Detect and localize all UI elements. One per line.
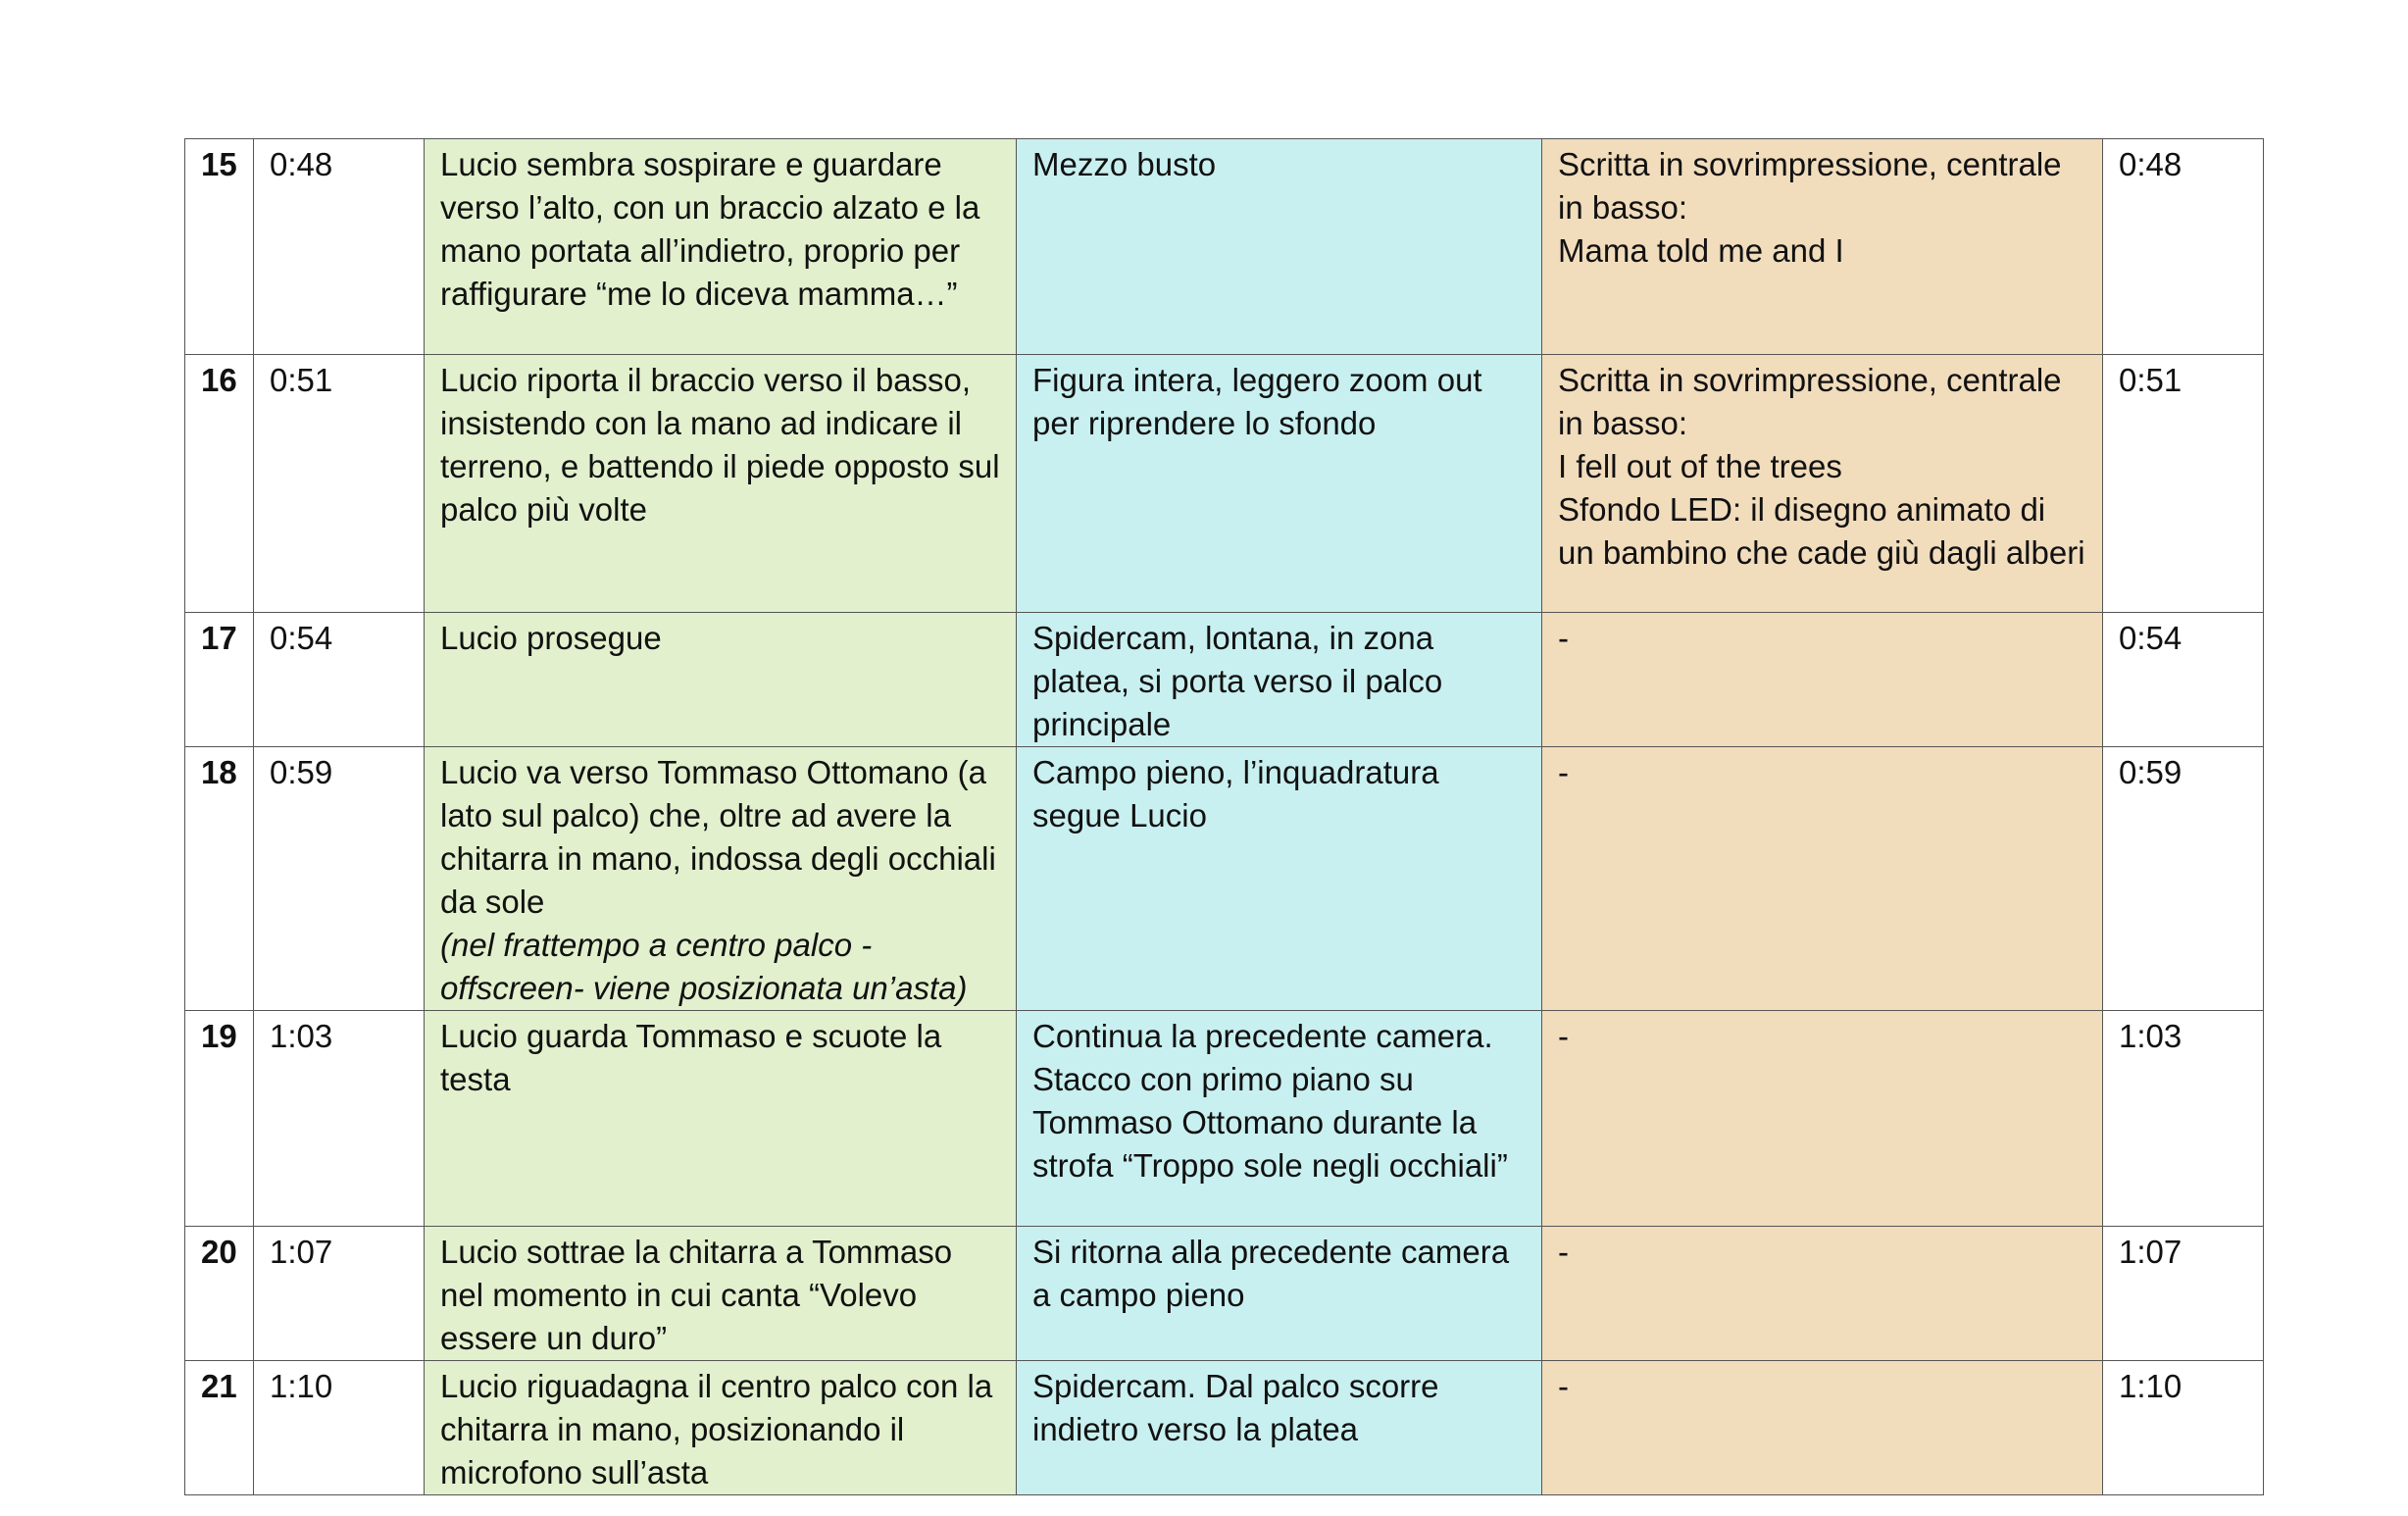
camera-shot-cell (1017, 355, 1542, 613)
start-time-cell: 0:54 (254, 613, 425, 747)
action-text: Lucio sottrae la chitarra a Tommaso nel momento in cui canta “Volevo essere un duro” (440, 1234, 962, 1356)
graphics-notes-text: Mama told me and I (1558, 232, 1844, 269)
action-cell (425, 747, 1017, 1011)
action-cell (425, 613, 1017, 747)
start-time-cell: 0:51 (254, 355, 425, 613)
end-time-cell: 0:59 (2103, 747, 2264, 1011)
end-time-cell: 1:10 (2103, 1361, 2264, 1495)
action-cell (425, 139, 1017, 355)
action-cell (425, 1361, 1017, 1495)
table-row (185, 613, 2264, 747)
start-time-cell: 0:59 (254, 747, 425, 1011)
camera-shot-text: Mezzo busto (1032, 146, 1217, 182)
camera-shot-cell (1017, 747, 1542, 1011)
graphics-notes-text: - (1558, 1234, 1569, 1270)
graphics-notes-text: Sfondo LED: il disegno animato di un bambino che cade giù dagli alberi (1558, 491, 2085, 571)
action-cell (425, 1011, 1017, 1227)
table-row (185, 139, 2264, 355)
shot-number-cell: 18 (185, 747, 254, 1011)
camera-shot-cell (1017, 1011, 1542, 1227)
start-time-cell: 0:48 (254, 139, 425, 355)
shot-number-cell: 17 (185, 613, 254, 747)
shot-number-cell: 21 (185, 1361, 254, 1495)
table-row (185, 1361, 2264, 1495)
action-text: Lucio riguadagna il centro palco con la chitarra in mano, posizionando il microfono sull’asta (440, 1368, 1002, 1491)
graphics-notes-cell (1542, 1361, 2103, 1495)
action-text: Lucio sembra sospirare e guardare verso l’alto, con un braccio alzato e la mano portata all’indietro, proprio per raffigurare “me lo diceva mamma…” (440, 146, 989, 312)
end-time-cell: 0:51 (2103, 355, 2264, 613)
end-time-cell: 0:48 (2103, 139, 2264, 355)
action-text: Lucio guarda Tommaso e scuote la testa (440, 1018, 951, 1097)
camera-shot-text: Spidercam. Dal palco scorre indietro verso la platea (1032, 1368, 1448, 1447)
table-row (185, 747, 2264, 1011)
shot-number-cell: 16 (185, 355, 254, 613)
camera-shot-text: Spidercam, lontana, in zona platea, si porta verso il palco principale (1032, 620, 1452, 742)
camera-shot-text: Continua la precedente camera. (1032, 1018, 1493, 1054)
action-text: Lucio riporta il braccio verso il basso, insistendo con la mano ad indicare il terreno, e battendo il piede opposto sul palco più volte (440, 362, 1009, 528)
camera-shot-text: Stacco con primo piano su Tommaso Ottomano durante la strofa “Troppo sole negli occhiali” (1032, 1061, 1508, 1184)
graphics-notes-cell (1542, 1011, 2103, 1227)
storyboard-table (184, 138, 2264, 1495)
camera-shot-cell (1017, 1227, 1542, 1361)
graphics-notes-text: I fell out of the trees (1558, 448, 1842, 484)
graphics-notes-text: Scritta in sovrimpressione, centrale in basso: (1558, 146, 2071, 226)
graphics-notes-text: - (1558, 620, 1569, 656)
action-note-text: (nel frattempo a centro palco - offscreen- viene posizionata un’asta) (440, 927, 968, 1006)
camera-shot-cell (1017, 613, 1542, 747)
graphics-notes-cell (1542, 139, 2103, 355)
action-cell (425, 355, 1017, 613)
shot-number-cell: 19 (185, 1011, 254, 1227)
end-time-cell: 1:07 (2103, 1227, 2264, 1361)
end-time-cell: 1:03 (2103, 1011, 2264, 1227)
start-time-cell: 1:10 (254, 1361, 425, 1495)
camera-shot-cell (1017, 1361, 1542, 1495)
camera-shot-text: Si ritorna alla precedente camera a campo pieno (1032, 1234, 1519, 1313)
graphics-notes-text: - (1558, 754, 1569, 790)
camera-shot-text: Campo pieno, l’inquadratura segue Lucio (1032, 754, 1448, 834)
shot-number-cell: 15 (185, 139, 254, 355)
start-time-cell: 1:03 (254, 1011, 425, 1227)
camera-shot-text: Figura intera, leggero zoom out per riprendere lo sfondo (1032, 362, 1491, 441)
graphics-notes-text: - (1558, 1368, 1569, 1404)
graphics-notes-text: - (1558, 1018, 1569, 1054)
table-row (185, 355, 2264, 613)
graphics-notes-cell (1542, 1227, 2103, 1361)
table-row (185, 1227, 2264, 1361)
graphics-notes-cell (1542, 747, 2103, 1011)
start-time-cell: 1:07 (254, 1227, 425, 1361)
action-text: Lucio va verso Tommaso Ottomano (a lato sul palco) che, oltre ad avere la chitarra in mano, indossa degli occhiali da sole (440, 754, 1005, 920)
table-row (185, 1011, 2264, 1227)
camera-shot-cell (1017, 139, 1542, 355)
end-time-cell: 0:54 (2103, 613, 2264, 747)
shot-number-cell: 20 (185, 1227, 254, 1361)
graphics-notes-cell (1542, 355, 2103, 613)
action-text: Lucio prosegue (440, 620, 662, 656)
graphics-notes-cell (1542, 613, 2103, 747)
action-cell (425, 1227, 1017, 1361)
graphics-notes-text: Scritta in sovrimpressione, centrale in basso: (1558, 362, 2071, 441)
